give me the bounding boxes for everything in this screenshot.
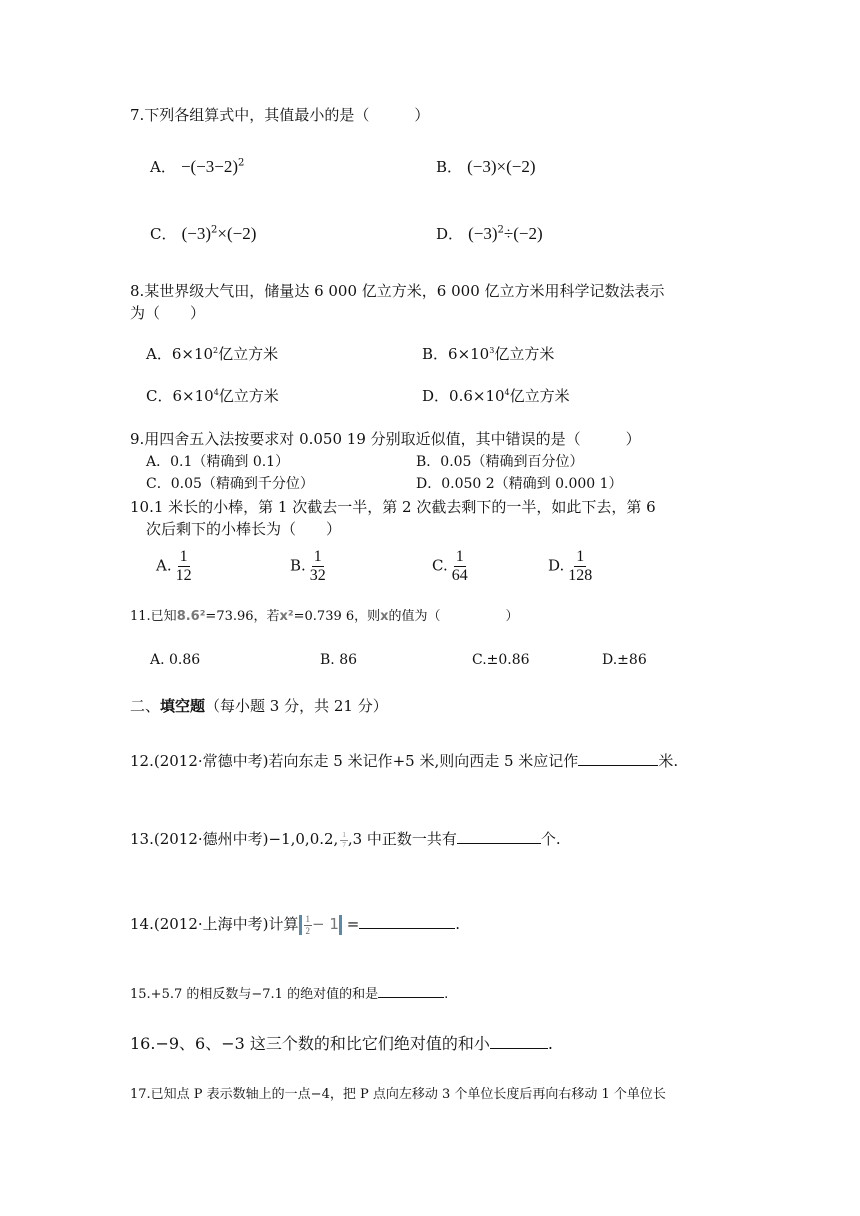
fraction-numerator: 1 [313, 548, 322, 565]
q11-prefix: 11.已知 [130, 609, 177, 624]
question-9-stem: 9.用四舍五入法按要求对 0.050 19 分别取近似值，其中错误的是（ ） [130, 430, 641, 448]
q11-highlight-x-squared: x² [279, 609, 294, 624]
q10-option-b-fraction [308, 549, 328, 584]
q9-option-a: A．0.1（精确到 0.1） [146, 454, 290, 470]
q8-option-b-exponent: 3 [489, 346, 495, 355]
q8-option-a [146, 345, 278, 363]
q11-option-a: A. 0.86 [150, 652, 201, 668]
q8-option-c-unit: 亿立方米 [218, 387, 279, 405]
q8-option-a-exponent: 2 [213, 346, 219, 355]
q7-option-b [436, 157, 536, 177]
q7-option-c [150, 224, 256, 244]
q8-option-b [422, 345, 554, 363]
q7-option-a-exponent: 2 [238, 157, 245, 169]
fraction-numerator: 1 [305, 913, 311, 924]
q10-option-d [548, 549, 594, 584]
section-2-number: 二、 [130, 697, 161, 715]
q7-option-d [436, 224, 543, 244]
q9-option-c: C．0.05（精确到千分位） [146, 476, 314, 492]
q11-middle-2: =0.739 6，则 [293, 609, 381, 624]
q10-option-a-fraction [174, 549, 194, 584]
q15-answer-blank[interactable] [378, 983, 444, 998]
q7-option-c-label: C． [150, 225, 177, 243]
q16-answer-blank[interactable] [490, 1034, 548, 1049]
fraction-numerator: 1 [342, 830, 346, 839]
q7-option-c-exponent: 2 [211, 224, 218, 236]
q13-text: 13.(2012·德州中考)−1,0,0.2, [130, 830, 339, 848]
fraction-denominator: 64 [451, 567, 468, 584]
q10-option-c-fraction [450, 549, 470, 584]
q7-option-a-label: A． [150, 158, 176, 176]
q10-option-b [290, 549, 328, 584]
section-2-title: 填空题 [160, 697, 206, 715]
question-14 [130, 914, 460, 936]
q10-option-c [432, 549, 470, 584]
question-10-stem-line2: 次后剩下的小棒长为（ ） [146, 520, 342, 538]
question-8-stem-line1: 8.某世界级大气田，储量达 6 000 亿立方米，6 000 亿立方米用科学记数法表示 [130, 282, 665, 300]
q13-middle: ,3 中正数一共有 [347, 830, 457, 848]
q10-option-d-label: D. [548, 556, 565, 575]
question-15 [130, 983, 448, 1003]
q15-text: 15.+5.7 的相反数与−7.1 的绝对值的和是 [130, 987, 379, 1002]
q10-option-a [156, 549, 194, 584]
q11-highlight-8-6-squared: 8.6² [176, 609, 206, 624]
q16-suffix: . [547, 1034, 553, 1053]
q13-suffix: 个. [540, 830, 561, 848]
q9-option-b: B．0.05（精确到百分位） [416, 454, 584, 470]
q7-option-c-rest: ×(−2) [217, 224, 257, 243]
abs-bar-left [299, 915, 302, 935]
q15-suffix: . [444, 987, 449, 1002]
q11-suffix: 的值为（ ） [388, 609, 519, 624]
q8-option-c [146, 387, 279, 405]
fraction-numerator: 1 [455, 548, 464, 565]
q11-highlight-x: x [380, 609, 389, 624]
q8-option-a-unit: 亿立方米 [218, 345, 279, 363]
q11-option-d: D.±86 [602, 652, 647, 668]
q11-middle-1: =73.96，若 [205, 609, 280, 624]
q11-option-c: C.±0.86 [472, 652, 530, 668]
fraction-denominator: 7 [342, 840, 346, 849]
q12-text: 12.(2012·常德中考)若向东走 5 米记作+5 米,则向西走 5 米应记作 [130, 752, 579, 770]
q7-option-d-label: D． [436, 225, 464, 243]
q10-option-a-label: A. [156, 556, 172, 575]
q7-option-a-expr: −(−3−2) [180, 157, 239, 176]
q14-text: 14.(2012·上海中考)计算 [130, 915, 299, 933]
q8-option-b-base: B．6×10 [422, 345, 490, 363]
q8-option-c-exponent: 4 [213, 388, 219, 397]
q11-option-b: B. 86 [320, 652, 358, 668]
q8-option-b-unit: 亿立方米 [494, 345, 555, 363]
question-8-stem-line2: 为（ ） [130, 304, 206, 322]
q12-answer-blank[interactable] [578, 751, 658, 766]
fraction-numerator: 1 [576, 548, 585, 565]
fraction-numerator: 1 [179, 548, 188, 565]
q7-option-b-label: B． [436, 158, 463, 176]
q8-option-a-base: A．6×10 [146, 345, 214, 363]
q7-option-c-base: (−3) [181, 224, 211, 243]
fraction-denominator: 2 [305, 925, 311, 936]
q8-option-d-exponent: 4 [504, 388, 510, 397]
question-11-stem [130, 609, 519, 625]
question-13 [130, 829, 561, 849]
question-17: 17.已知点 P 表示数轴上的一点−4，把 P 点向左移动 3 个单位长度后再向右移动 1 个单位长 [130, 1087, 666, 1102]
q7-option-d-exponent: 2 [497, 224, 504, 236]
fraction-denominator: 32 [309, 567, 326, 584]
q7-option-b-expr: (−3)×(−2) [467, 157, 536, 176]
q9-option-d: D．0.050 2（精确到 0.000 1） [416, 476, 623, 492]
question-7-stem: 7.下列各组算式中，其值最小的是（ ） [130, 106, 430, 124]
q8-option-d-base: D．0.6×10 [422, 387, 505, 405]
q7-option-d-rest: ÷(−2) [503, 224, 543, 243]
question-12 [130, 751, 678, 770]
q12-suffix: 米. [658, 752, 679, 770]
q14-minus-one: − 1 [312, 915, 339, 933]
q14-fraction [304, 915, 313, 936]
fraction-denominator: 128 [568, 567, 593, 584]
q14-suffix: . [455, 915, 461, 933]
fraction-denominator: 12 [175, 567, 192, 584]
q8-option-d [422, 387, 570, 405]
q7-option-d-base: (−3) [468, 224, 498, 243]
q14-answer-blank[interactable] [359, 914, 455, 929]
q16-text: 16.−9、6、−3 这三个数的和比它们绝对值的和小 [130, 1034, 490, 1053]
q10-option-d-fraction [566, 549, 594, 584]
question-10-stem-line1: 10.1 米长的小棒，第 1 次截去一半，第 2 次截去剩下的一半，如此下去，第 6 [130, 498, 656, 516]
question-16 [130, 1034, 553, 1053]
section-2-heading [130, 697, 388, 715]
q10-option-b-label: B. [290, 556, 306, 575]
q13-answer-blank[interactable] [457, 829, 541, 844]
q13-fraction [340, 832, 348, 849]
q14-equals: = [346, 915, 360, 933]
q10-option-c-label: C. [432, 556, 448, 575]
section-2-note: （每小题 3 分，共 21 分） [205, 697, 388, 715]
abs-bar-right [339, 915, 342, 935]
q7-option-a [150, 157, 244, 177]
q8-option-c-base: C．6×10 [146, 387, 214, 405]
q8-option-d-unit: 亿立方米 [509, 387, 570, 405]
